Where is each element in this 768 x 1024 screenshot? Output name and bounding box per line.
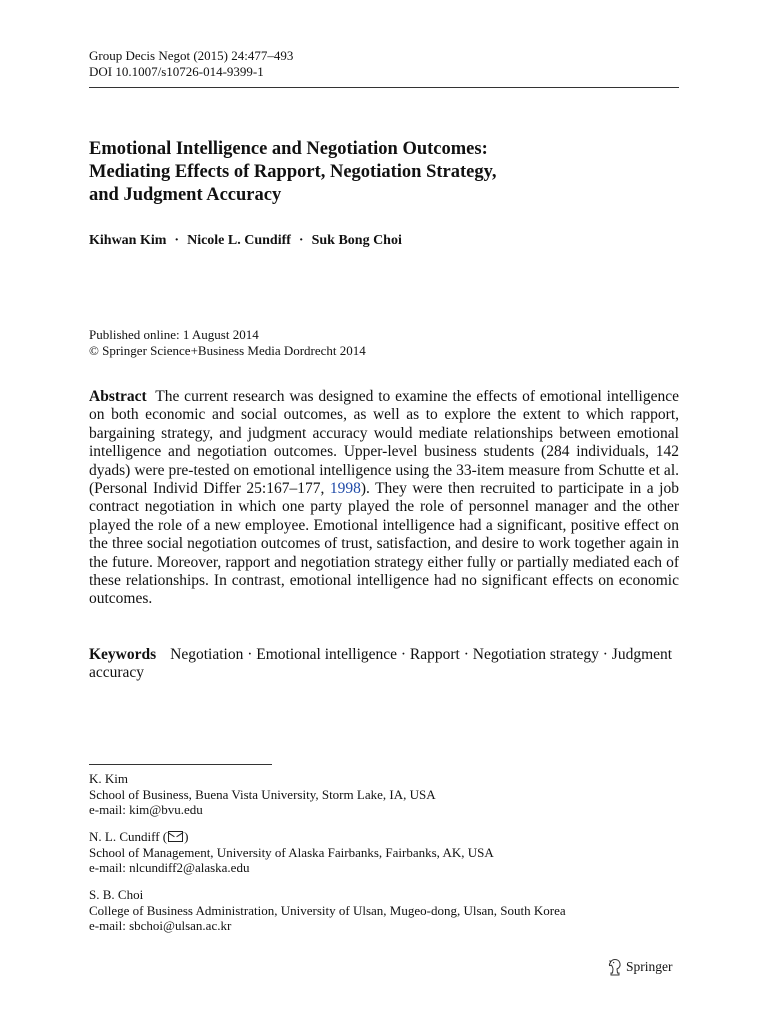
article-title [89, 138, 689, 207]
author-name[interactable]: Nicole L. Cundiff [187, 233, 291, 248]
title-line-1: Emotional Intelligence and Negotiation Outcomes: [89, 139, 488, 159]
affiliation [89, 771, 689, 818]
keywords-label: Keywords [89, 646, 157, 663]
abstract-text: The current research was designed to examine the effects of emotional intelligence on both economic and social outcomes, as well as to explore the extent to which rapport, bargaining strategy, and judgment accuracy would mediate relationships between emotional intelligence and negotiation outcomes. Upper-level business students (284 individuals, 142 dyads) were pre-tested on emotional intelligence using the 33-item measure from Schutte et al. (Personal Individ Differ 25:167–177, [89, 388, 679, 498]
author-name[interactable]: Suk Bong Choi [311, 233, 402, 248]
publication-info [89, 327, 366, 358]
author-separator: · [174, 233, 180, 248]
affiliation: N. L. Cundiff ( ) School of Management, University of Alaska Fairbanks, Fairbanks, AK, USA e-mail: nlcundiff2@alaska.edu [89, 829, 689, 876]
journal-header [89, 48, 293, 80]
author-list [89, 232, 402, 250]
author-separator: · [298, 233, 304, 248]
affiliation-email[interactable]: e-mail: nlcundiff2@alaska.edu [89, 860, 250, 875]
affiliation [89, 887, 689, 934]
footnote-divider [89, 764, 272, 765]
keywords [89, 646, 679, 683]
affiliation-name: K. Kim [89, 771, 128, 786]
affiliation-name: N. L. Cundiff [89, 829, 160, 844]
header-divider [89, 87, 679, 88]
springer-knight-icon [607, 958, 623, 976]
affiliation-institution: College of Business Administration, University of Ulsan, Mugeo-dong, Ulsan, South Korea [89, 902, 566, 918]
envelope-icon [168, 831, 183, 842]
affiliation-email[interactable]: e-mail: sbchoi@ulsan.ac.kr [89, 918, 232, 933]
journal-citation: Group Decis Negot (2015) 24:477–493 [89, 48, 294, 63]
author-name[interactable]: Kihwan Kim [89, 233, 167, 248]
affiliation-name: S. B. Choi [89, 887, 144, 902]
title-line-2: Mediating Effects of Rapport, Negotiation Strategy, [89, 162, 497, 182]
copyright: © Springer Science+Business Media Dordrecht 2014 [89, 342, 366, 358]
abstract-text-continued: ). They were then recruited to participate in a job contract negotiation in which one party played the role of personnel manager and the other played the role of a new employee. Emotional intelligence had a significant, positive effect on the three social negotiation outcomes of trust, satisfaction, and desire to work together again in the future. Moreover, rapport and negotiation strategy either fully or partially mediated each of these relationships. In contrast, emotional intelligence had no significant effects on economic outcomes. [89, 480, 679, 608]
publisher-name: Springer [626, 959, 673, 974]
published-date: Published online: 1 August 2014 [89, 327, 259, 342]
citation-link[interactable]: 1998 [329, 480, 361, 498]
affiliation-institution: School of Business, Buena Vista University, Storm Lake, IA, USA [89, 786, 436, 802]
abstract [89, 388, 679, 609]
affiliation-institution: School of Management, University of Alaska Fairbanks, Fairbanks, AK, USA [89, 844, 494, 860]
affiliation-email[interactable]: e-mail: kim@bvu.edu [89, 802, 203, 817]
title-line-3: and Judgment Accuracy [89, 185, 282, 205]
publisher-logo [607, 958, 673, 976]
abstract-label: Abstract [89, 388, 147, 405]
keywords-text: Negotiation · Emotional intelligence · Rapport · Negotiation strategy · Judgment accuracy [89, 646, 673, 682]
doi[interactable]: DOI 10.1007/s10726-014-9399-1 [89, 64, 264, 79]
